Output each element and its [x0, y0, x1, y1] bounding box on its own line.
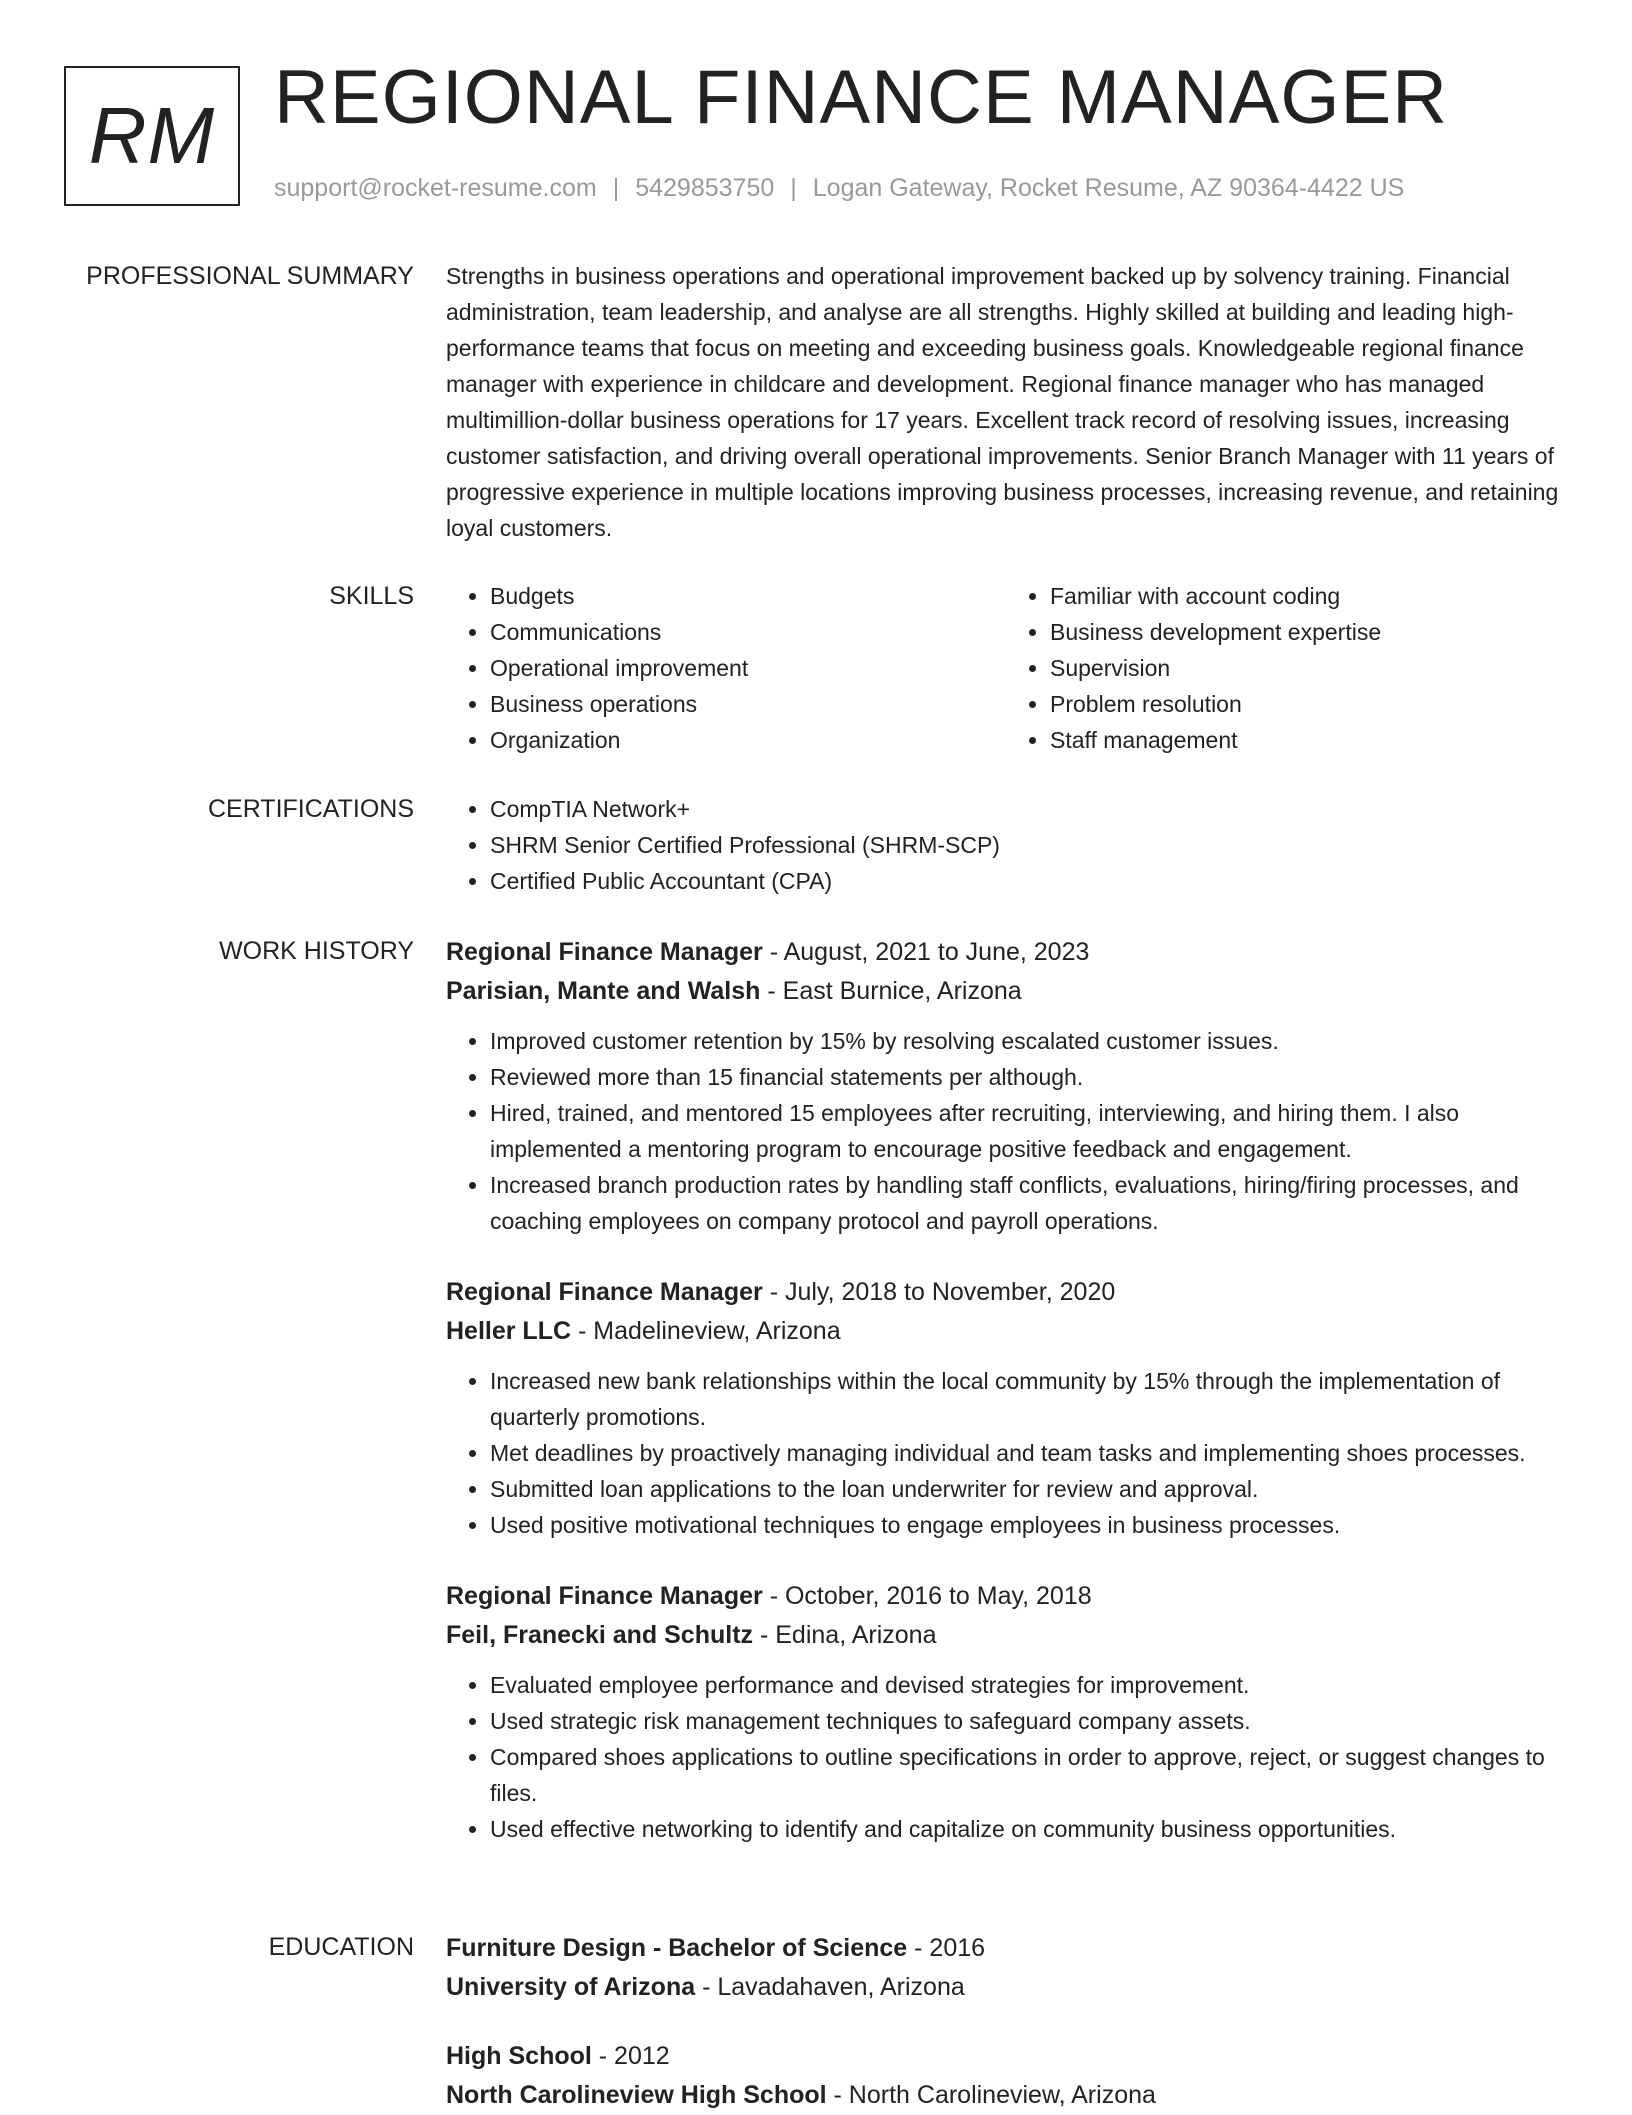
- education-location: - Lavadahaven, Arizona: [695, 1973, 965, 2001]
- job-company-line: [446, 1312, 1566, 1351]
- skill-item: • Business development expertise: [1050, 614, 1566, 650]
- resume-title: REGIONAL FINANCE MANAGER: [274, 55, 1449, 140]
- education-entry: [446, 1929, 1566, 2007]
- job-bullets: [446, 1363, 1566, 1543]
- job-company-line: [446, 1616, 1566, 1655]
- job-title: Regional Finance Manager: [446, 938, 763, 966]
- job-bullet: • Submitted loan applications to the loan underwriter for review and approval.: [490, 1471, 1566, 1507]
- skill-item: • Operational improvement: [490, 650, 1006, 686]
- job-entry: [446, 1273, 1566, 1543]
- skills-column-left: [446, 578, 1006, 758]
- skill-item: • Problem resolution: [1050, 686, 1566, 722]
- section-label-education: EDUCATION: [268, 1933, 414, 1961]
- job-bullet: • Increased new bank relationships within the local community by 15% through the implementation of quarterly promotions.: [490, 1363, 1566, 1435]
- certifications-list-wrap: [446, 791, 1566, 899]
- job-title-line: [446, 933, 1566, 972]
- job-bullet: • Compared shoes applications to outline specifications in order to approve, reject, or suggest changes to files.: [490, 1739, 1566, 1811]
- contact-separator: |: [790, 174, 797, 202]
- skill-item: • Staff management: [1050, 722, 1566, 758]
- skill-item: • Budgets: [490, 578, 1006, 614]
- job-bullet: • Reviewed more than 15 financial statements per although.: [490, 1059, 1566, 1095]
- job-title-line: [446, 1273, 1566, 1312]
- job-company: Feil, Franecki and Schultz: [446, 1621, 754, 1649]
- section-label-skills: SKILLS: [329, 582, 414, 610]
- job-company-line: [446, 972, 1566, 1011]
- job-bullet: • Used positive motivational techniques to engage employees in business processes.: [490, 1507, 1566, 1543]
- job-location: - Madelineview, Arizona: [571, 1317, 841, 1345]
- education-year: - 2012: [591, 2042, 670, 2070]
- education-school: North Carolineview High School: [446, 2081, 827, 2109]
- contact-separator: |: [612, 174, 620, 202]
- education-year: - 2016: [907, 1934, 986, 1962]
- job-company: Heller LLC: [446, 1317, 572, 1345]
- job-bullet: • Increased branch production rates by handling staff conflicts, evaluations, hiring/firing processes, and coaching employees on company protocol and payroll operations.: [490, 1167, 1566, 1239]
- certification-item: • Certified Public Accountant (CPA): [490, 863, 1566, 899]
- section-label-certifications: CERTIFICATIONS: [207, 795, 414, 823]
- summary-text: Strengths in business operations and operational improvement backed up by solvency training. Financial administration, team leadership, and analyse are all strengths. Highly skilled at building and leading high-performance teams that focus on meeting and exceeding business goals. Knowledgeable regional finance manager with experience in childcare and development. Regional finance manager who has managed multimillion-dollar business operations for 17 years. Excellent track record of resolving issues, increasing customer satisfaction, and driving overall operational improvements. Senior Branch Manager with 11 years of progressive experience in multiple locations improving business processes, increasing revenue, and retaining loyal customers.: [446, 263, 1559, 541]
- job-dates: - July, 2018 to November, 2020: [762, 1278, 1116, 1306]
- education-entry: [446, 2037, 1566, 2115]
- education-degree: Furniture Design - Bachelor of Science: [446, 1934, 908, 1962]
- job-entry: [446, 1577, 1566, 1847]
- skill-item: • Communications: [490, 614, 1006, 650]
- education-degree: High School: [446, 2042, 592, 2070]
- job-entry: [446, 933, 1566, 1239]
- contact-address: Logan Gateway, Rocket Resume, AZ 90364-4422 US: [812, 174, 1405, 202]
- job-title-line: [446, 1577, 1566, 1616]
- skill-item: • Supervision: [1050, 650, 1566, 686]
- job-dates: - August, 2021 to June, 2023: [762, 938, 1090, 966]
- education-degree-line: [446, 2037, 1566, 2076]
- job-bullets: [446, 1667, 1566, 1847]
- certification-item: • CompTIA Network+: [490, 791, 1566, 827]
- job-location: - East Burnice, Arizona: [760, 977, 1022, 1005]
- job-location: - Edina, Arizona: [753, 1621, 937, 1649]
- skills-column-right: [1006, 578, 1566, 758]
- contact-line: [274, 174, 1404, 203]
- education-school-line: [446, 2076, 1566, 2115]
- education-entries: [446, 1929, 1566, 2115]
- job-bullet: • Evaluated employee performance and devised strategies for improvement.: [490, 1667, 1566, 1703]
- job-bullets: [446, 1023, 1566, 1239]
- skill-item: • Business operations: [490, 686, 1006, 722]
- education-location: - North Carolineview, Arizona: [826, 2081, 1156, 2109]
- monogram-logo: RM: [64, 66, 240, 206]
- education-school: University of Arizona: [446, 1973, 696, 2001]
- job-company: Parisian, Mante and Walsh: [446, 977, 761, 1005]
- job-bullet: • Met deadlines by proactively managing individual and team tasks and implementing shoes processes.: [490, 1435, 1566, 1471]
- job-bullet: • Used effective networking to identify and capitalize on community business opportunities.: [490, 1811, 1566, 1847]
- job-title: Regional Finance Manager: [446, 1278, 763, 1306]
- education-degree-line: [446, 1929, 1566, 1968]
- job-title: Regional Finance Manager: [446, 1582, 763, 1610]
- job-bullet: • Hired, trained, and mentored 15 employees after recruiting, interviewing, and hiring them. I also implemented a mentoring program to encourage positive feedback and engagement.: [490, 1095, 1566, 1167]
- work-history-entries: [446, 933, 1566, 1847]
- job-bullet: • Used strategic risk management techniques to safeguard company assets.: [490, 1703, 1566, 1739]
- section-label-summary: PROFESSIONAL SUMMARY: [86, 262, 414, 290]
- skills-list: [446, 578, 1566, 758]
- contact-email: support@rocket-resume.com: [274, 174, 597, 202]
- skill-item: • Organization: [490, 722, 1006, 758]
- education-school-line: [446, 1968, 1566, 2007]
- skill-item: • Familiar with account coding: [1050, 578, 1566, 614]
- job-dates: - October, 2016 to May, 2018: [762, 1582, 1092, 1610]
- contact-phone: 5429853750: [635, 174, 775, 202]
- certifications-list: [446, 791, 1566, 899]
- job-bullet: • Improved customer retention by 15% by resolving escalated customer issues.: [490, 1023, 1566, 1059]
- section-label-work-history: WORK HISTORY: [219, 937, 414, 965]
- certification-item: • SHRM Senior Certified Professional (SHRM-SCP): [490, 827, 1566, 863]
